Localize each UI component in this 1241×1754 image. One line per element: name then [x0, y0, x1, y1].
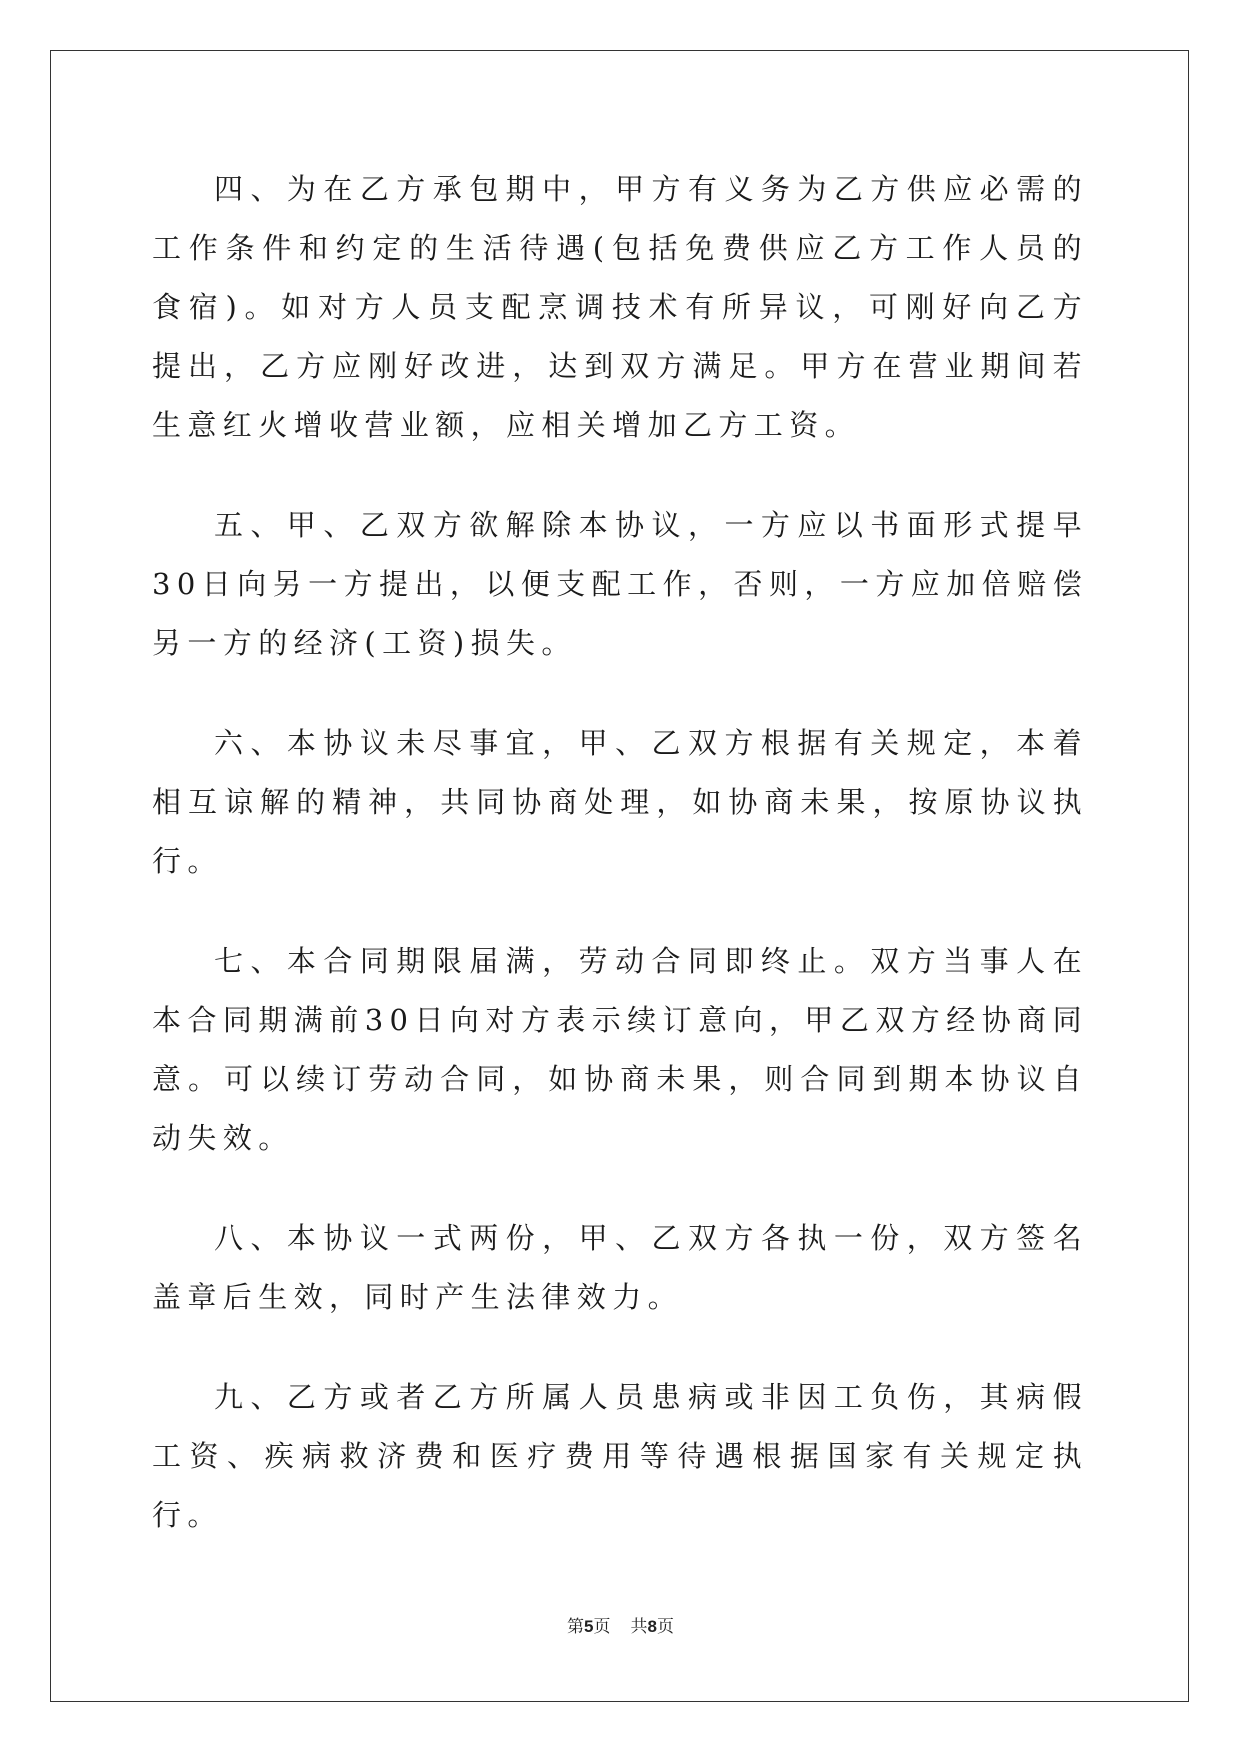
- clause-9-paragraph: 九、乙方或者乙方所属人员患病或非因工负伤，其病假工资、疾病救济费和医疗费用等待遇根据国家有关规定执行。: [152, 1380, 1088, 1532]
- page-total: 共8页: [630, 1617, 674, 1637]
- page-number: 第5页: [567, 1617, 611, 1637]
- clause-8-paragraph: 八、本协议一式两份，甲、乙双方各执一份，双方签名盖章后生效，同时产生法律效力。: [152, 1221, 1088, 1314]
- page-footer: [0, 1612, 1241, 1637]
- clause-5-paragraph: 五、甲、乙双方欲解除本协议，一方应以书面形式提早30日向另一方提出，以便支配工作，否则，一方应加倍赔偿另一方的经济(工资)损失。: [152, 508, 1088, 660]
- clause-7-paragraph: 七、本合同期限届满，劳动合同即终止。双方当事人在本合同期满前30日向对方表示续订意向，甲乙双方经协商同意。可以续订劳动合同，如协商未果，则合同到期本协议自动失效。: [152, 944, 1088, 1155]
- document-body: [152, 160, 1088, 1586]
- clause-6-paragraph: 六、本协议未尽事宜，甲、乙双方根据有关规定，本着相互谅解的精神，共同协商处理，如协商未果，按原协议执行。: [152, 726, 1088, 878]
- clause-4-paragraph: 四、为在乙方承包期中，甲方有义务为乙方供应必需的工作条件和约定的生活待遇(包括免费供应乙方工作人员的食宿)。如对方人员支配烹调技术有所异议，可刚好向乙方提出，乙方应刚好改进，达到双方满足。甲方在营业期间若生意红火增收营业额，应相关增加乙方工资。: [152, 172, 1088, 442]
